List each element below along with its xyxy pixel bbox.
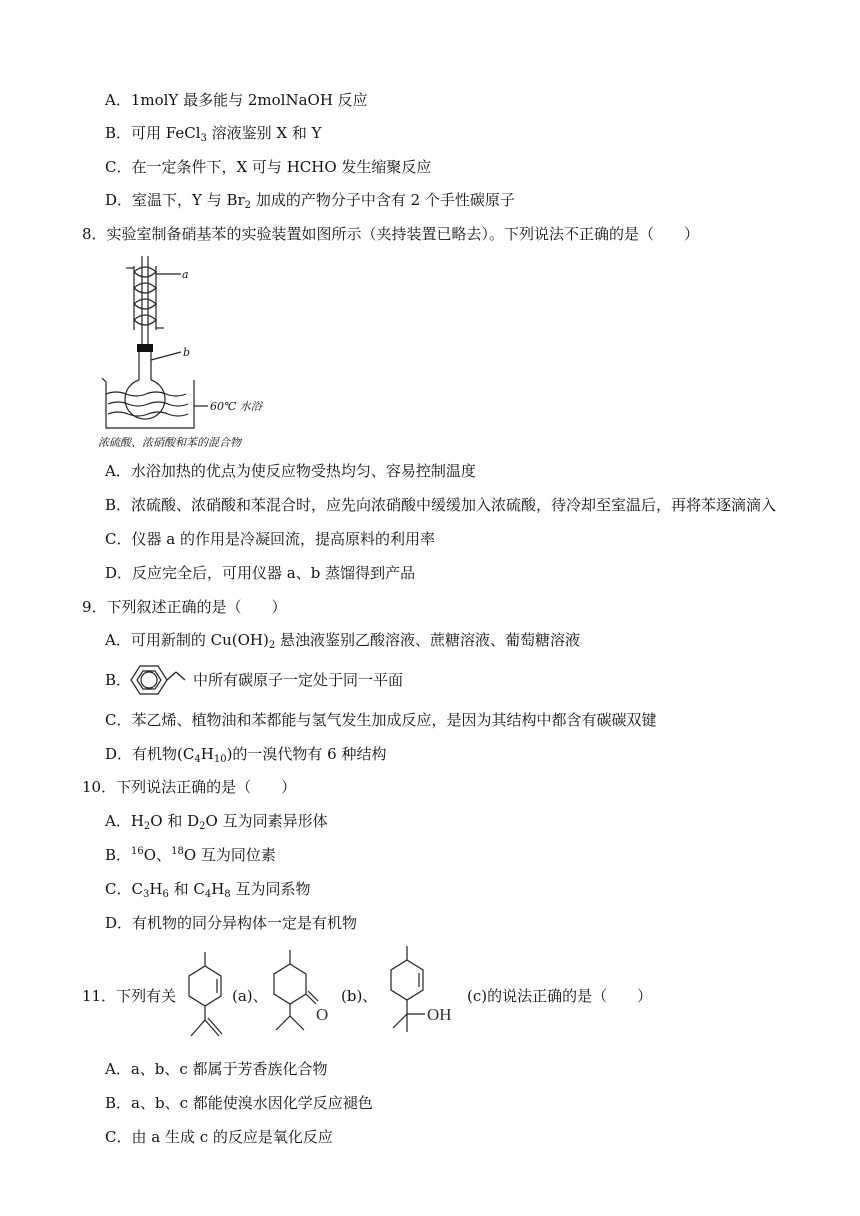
molecule-c-hydroxyl: OH xyxy=(427,1005,452,1024)
q8-figure-caption: 浓硫酸、浓硝酸和苯的混合物 xyxy=(98,436,241,449)
q7-option-b: B．可用 FeCl$_3$ 溶液鉴别 X 和 Y xyxy=(105,124,322,144)
q7-option-d: D．室温下，Y 与 $Br_2$ 加成的产物分子中含有 2 个手性碳原子 xyxy=(105,191,515,211)
ethylbenzene-structure xyxy=(128,663,188,697)
molecule-b-structure xyxy=(264,948,340,1040)
q9-stem: 9．下列叙述正确的是（ ） xyxy=(82,598,287,616)
q11-option-b: B．a、b、c 都能使溴水因化学反应褪色 xyxy=(105,1094,373,1112)
q8-option-d: D．反应完全后，可用仪器 a、b 蒸馏得到产品 xyxy=(105,564,416,582)
q7-option-c: C．在一定条件下，X 可与 HCHO 发生缩聚反应 xyxy=(105,158,432,176)
q11-option-a: A．a、b、c 都属于芳香族化合物 xyxy=(105,1060,328,1078)
q8-stem: 8．实验室制备硝基苯的实验装置如图所示（夹持装置已略去）。下列说法不正确的是（ ） xyxy=(82,225,700,243)
q9-option-c: C．苯乙烯、植物油和苯都能与氢气发生加成反应，是因为其结构中都含有碳碳双键 xyxy=(105,711,657,729)
q9-option-b: B． 中所有碳原子一定处于同一平面 xyxy=(105,671,404,689)
q7-option-a: A．1molY 最多能与 2molNaOH 反应 xyxy=(105,91,368,109)
q8-option-b: B．浓硫酸、浓硝酸和苯混合时，应先向浓硝酸中缓缓加入浓硫酸，待冷却至室温后，再将苯逐滴滴入 xyxy=(105,496,777,514)
q10-option-d: D．有机物的同分异构体一定是有机物 xyxy=(105,914,358,932)
q10-stem: 10．下列说法正确的是（ ） xyxy=(82,778,297,796)
q10-option-b: B．$^{16}$O、$^{18}$O 互为同位素 xyxy=(105,846,276,864)
q11-stem-prefix: 11．下列有关 xyxy=(82,987,177,1005)
molecule-b-oxygen: O xyxy=(316,1005,329,1024)
q9-option-d: D．有机物$(C_4H_{10})$的一溴代物有 6 种结构 xyxy=(105,745,387,765)
q9-option-a: A．可用新制的 $Cu(OH)_2$ 悬浊液鉴别乙酸溶液、蔗糖溶液、葡萄糖溶液 xyxy=(105,631,580,651)
molecule-a-structure xyxy=(183,950,229,1040)
q8-option-a: A．水浴加热的优点为使反应物受热均匀、容易控制温度 xyxy=(105,462,476,480)
q11-stem-suffix: (c)的说法正确的是（ ） xyxy=(467,987,653,1005)
molecule-c-structure xyxy=(385,944,465,1040)
q8-option-c: C．仪器 a 的作用是冷凝回流，提高原料的利用率 xyxy=(105,530,435,548)
q10-option-c: C．$C_3H_6$ 和 $C_4H_8$ 互为同系物 xyxy=(105,880,311,900)
q8-label-a: a xyxy=(182,268,189,281)
q11-option-c: C．由 a 生成 c 的反应是氧化反应 xyxy=(105,1128,333,1146)
q8-label-b: b xyxy=(183,346,191,359)
q10-option-a: A．$H_2O$ 和 $D_2O$ 互为同素异形体 xyxy=(105,812,328,832)
q8-apparatus-figure xyxy=(96,252,286,452)
q11-label-b: (b)、 xyxy=(341,987,378,1005)
q11-label-a: (a)、 xyxy=(232,987,268,1005)
q8-label-bath: 60℃ 水浴 xyxy=(210,400,262,413)
